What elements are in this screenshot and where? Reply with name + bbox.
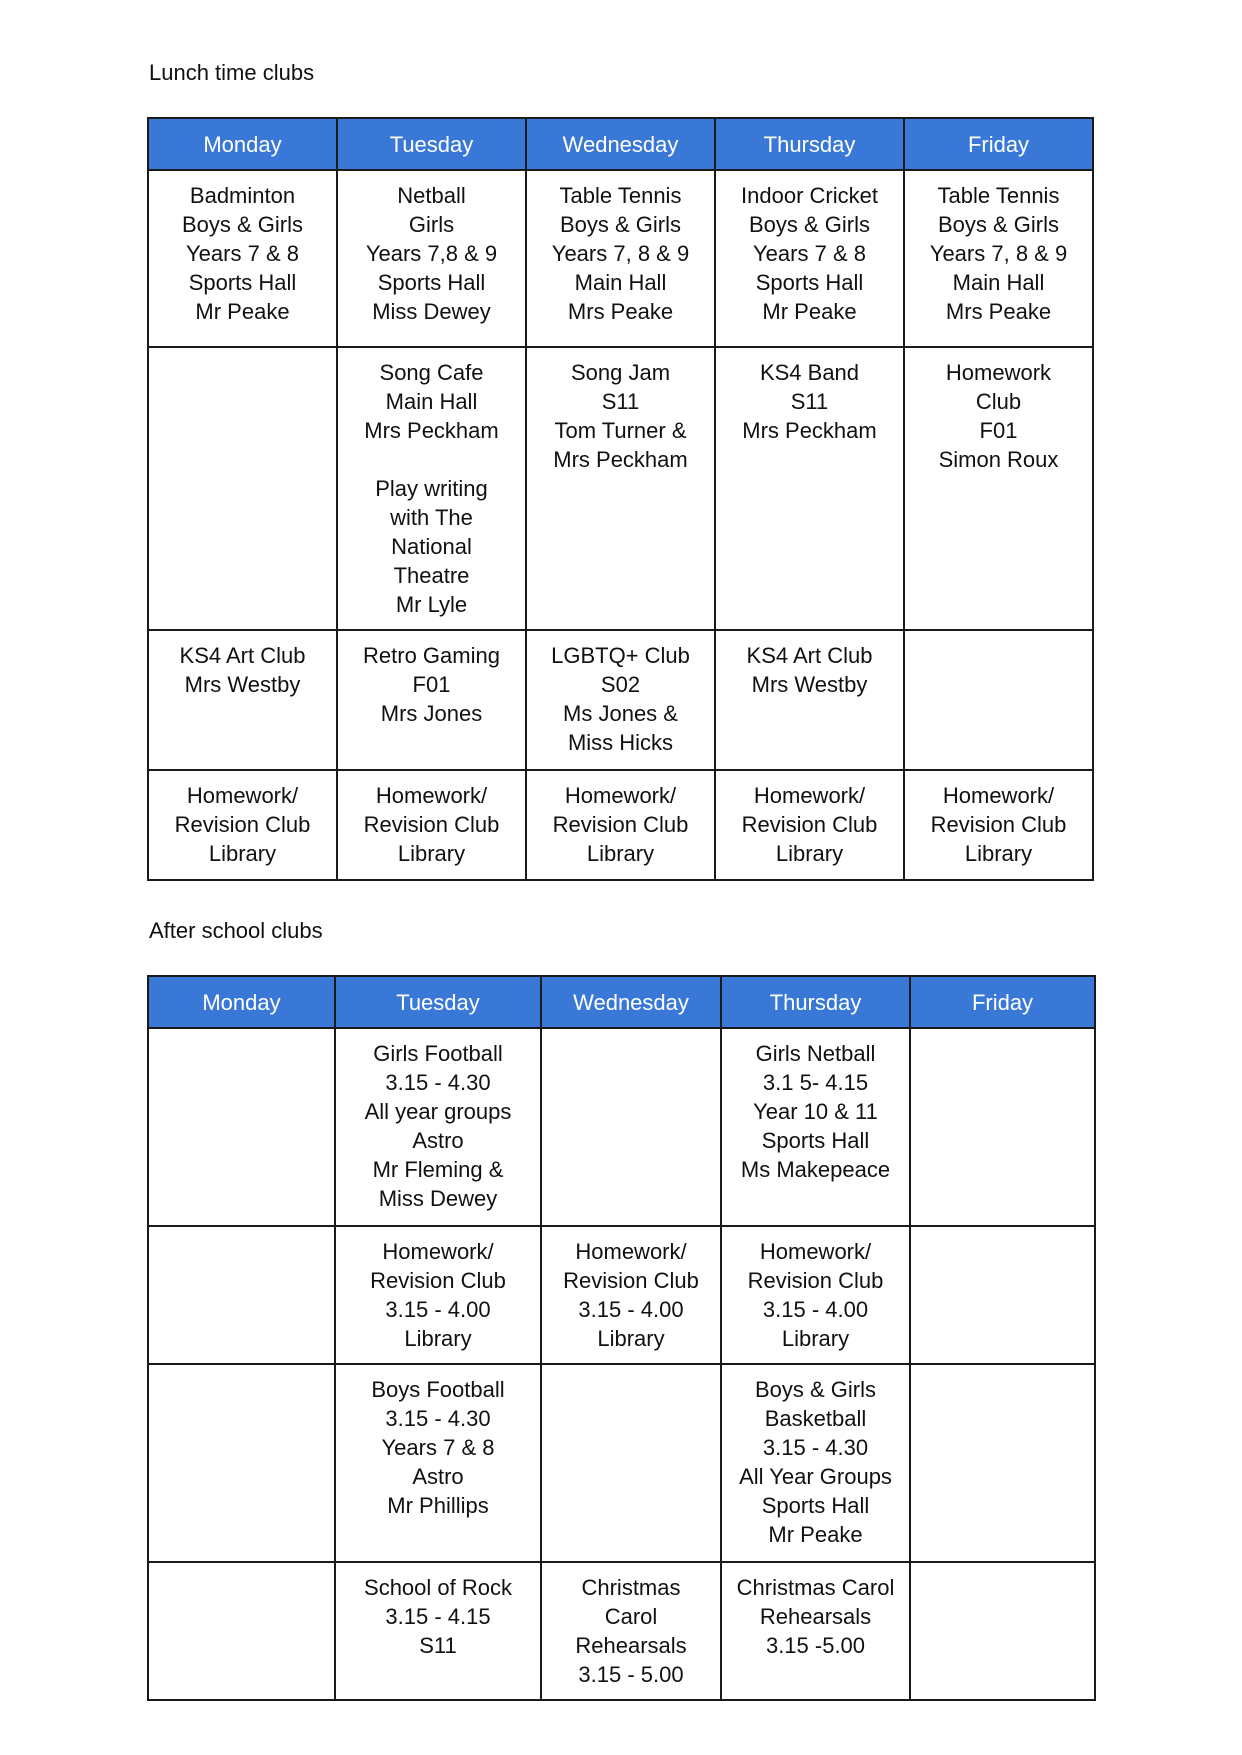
table-cell <box>148 1226 335 1364</box>
table-cell <box>148 1562 335 1700</box>
table-cell: Homework/ Revision Club 3.15 - 4.00 Library <box>721 1226 910 1364</box>
table-cell: LGBTQ+ Club S02 Ms Jones & Miss Hicks <box>526 630 715 770</box>
table-cell: KS4 Band S11 Mrs Peckham <box>715 347 904 630</box>
table-cell <box>541 1364 721 1562</box>
table-row <box>148 1562 1095 1700</box>
table-row <box>148 170 1093 347</box>
table-cell: KS4 Art Club Mrs Westby <box>715 630 904 770</box>
table-cell: Table Tennis Boys & Girls Years 7, 8 & 9 Main Hall Mrs Peake <box>904 170 1093 347</box>
table-cell: Song Jam S11 Tom Turner & Mrs Peckham <box>526 347 715 630</box>
table-cell: Table Tennis Boys & Girls Years 7, 8 & 9 Main Hall Mrs Peake <box>526 170 715 347</box>
table-cell <box>148 347 337 630</box>
header-thursday: Thursday <box>715 118 904 170</box>
table-cell <box>910 1028 1095 1226</box>
table-cell: Homework/ Revision Club Library <box>526 770 715 880</box>
table-cell: Girls Football 3.15 - 4.30 All year groups Astro Mr Fleming & Miss Dewey <box>335 1028 541 1226</box>
table-cell: Boys & Girls Basketball 3.15 - 4.30 All Year Groups Sports Hall Mr Peake <box>721 1364 910 1562</box>
after-school-section-title: After school clubs <box>149 918 323 943</box>
header-tuesday: Tuesday <box>337 118 526 170</box>
table-row <box>148 770 1093 880</box>
header-friday: Friday <box>910 976 1095 1028</box>
table-cell: School of Rock 3.15 - 4.15 S11 <box>335 1562 541 1700</box>
table-cell <box>541 1028 721 1226</box>
table-row <box>148 1364 1095 1562</box>
header-thursday: Thursday <box>721 976 910 1028</box>
table-cell: Indoor Cricket Boys & Girls Years 7 & 8 Sports Hall Mr Peake <box>715 170 904 347</box>
table-row <box>148 1028 1095 1226</box>
table-cell: Homework/ Revision Club Library <box>904 770 1093 880</box>
table-cell: Homework/ Revision Club Library <box>715 770 904 880</box>
table-cell: Boys Football 3.15 - 4.30 Years 7 & 8 Astro Mr Phillips <box>335 1364 541 1562</box>
header-wednesday: Wednesday <box>541 976 721 1028</box>
table-cell: Badminton Boys & Girls Years 7 & 8 Sports Hall Mr Peake <box>148 170 337 347</box>
table-cell: Girls Netball 3.1 5- 4.15 Year 10 & 11 Sports Hall Ms Makepeace <box>721 1028 910 1226</box>
table-row <box>148 347 1093 630</box>
lunch-clubs-table <box>147 117 1094 881</box>
table-cell: Homework/ Revision Club Library <box>337 770 526 880</box>
table-cell <box>148 1028 335 1226</box>
lunch-section-title: Lunch time clubs <box>149 60 315 85</box>
table-cell: Netball Girls Years 7,8 & 9 Sports Hall Miss Dewey <box>337 170 526 347</box>
table-cell: Homework/ Revision Club 3.15 - 4.00 Library <box>335 1226 541 1364</box>
table-cell <box>910 1364 1095 1562</box>
header-wednesday: Wednesday <box>526 118 715 170</box>
table-cell <box>148 1364 335 1562</box>
table-cell: Song Cafe Main Hall Mrs Peckham Play writing with The National Theatre Mr Lyle <box>337 347 526 630</box>
table-header-row <box>148 976 1095 1028</box>
table-cell: Retro Gaming F01 Mrs Jones <box>337 630 526 770</box>
table-cell: Homework/ Revision Club Library <box>148 770 337 880</box>
table-row <box>148 630 1093 770</box>
table-row <box>148 1226 1095 1364</box>
table-cell <box>904 630 1093 770</box>
header-monday: Monday <box>148 976 335 1028</box>
table-cell: Homework Club F01 Simon Roux <box>904 347 1093 630</box>
after-school-clubs-table <box>147 975 1096 1701</box>
table-header-row <box>148 118 1093 170</box>
table-cell: Christmas Carol Rehearsals 3.15 -5.00 <box>721 1562 910 1700</box>
table-cell <box>910 1226 1095 1364</box>
table-cell: KS4 Art Club Mrs Westby <box>148 630 337 770</box>
header-friday: Friday <box>904 118 1093 170</box>
table-cell <box>910 1562 1095 1700</box>
table-cell: Christmas Carol Rehearsals 3.15 - 5.00 <box>541 1562 721 1700</box>
header-monday: Monday <box>148 118 337 170</box>
table-cell: Homework/ Revision Club 3.15 - 4.00 Library <box>541 1226 721 1364</box>
header-tuesday: Tuesday <box>335 976 541 1028</box>
